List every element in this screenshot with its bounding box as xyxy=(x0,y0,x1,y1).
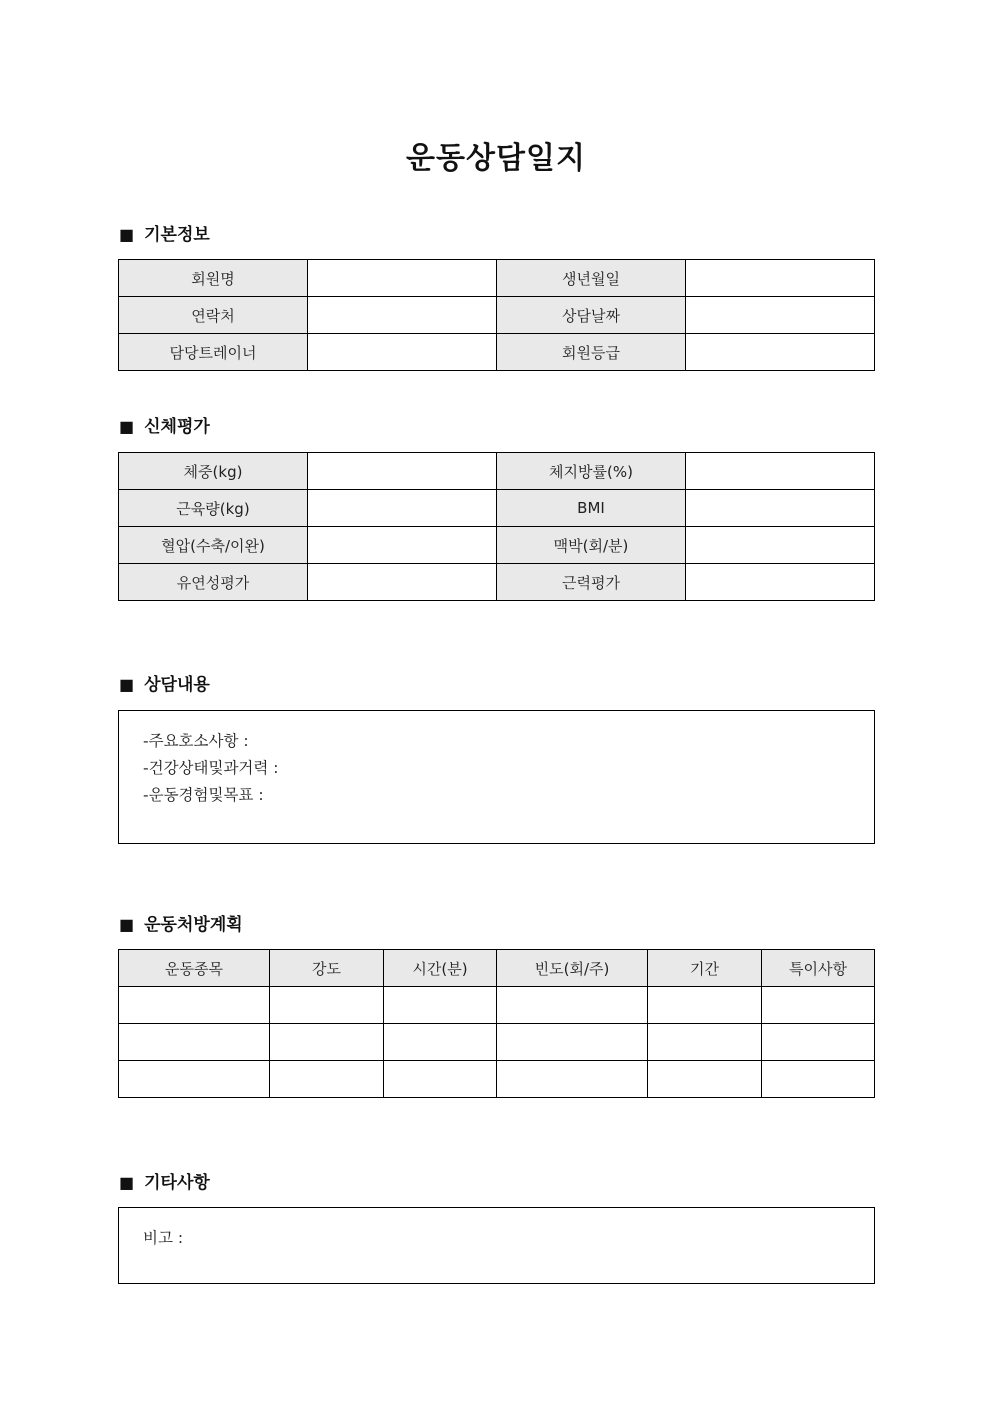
plan-cell[interactable] xyxy=(384,1061,497,1098)
contact-field[interactable] xyxy=(308,297,497,334)
column-header-time: 시간(분) xyxy=(384,950,497,987)
etc-note-line: 비고 : xyxy=(143,1229,184,1247)
section-heading-text: 신체평가 xyxy=(144,417,210,437)
square-bullet-icon: ■ xyxy=(119,225,135,244)
plan-cell[interactable] xyxy=(119,987,270,1024)
pulse-field[interactable] xyxy=(686,527,875,564)
label-body-fat: 체지방률(%) xyxy=(497,453,686,490)
member-grade-field[interactable] xyxy=(686,334,875,371)
label-muscle-mass: 근육량(kg) xyxy=(119,490,308,527)
birth-date-field[interactable] xyxy=(686,260,875,297)
strength-field[interactable] xyxy=(686,564,875,601)
table-row xyxy=(119,564,875,601)
plan-cell[interactable] xyxy=(648,987,762,1024)
blood-pressure-field[interactable] xyxy=(308,527,497,564)
table-row xyxy=(119,1061,875,1098)
section-heading-consult xyxy=(119,673,210,697)
section-heading-body-eval xyxy=(119,415,210,439)
column-header-frequency: 빈도(회/주) xyxy=(497,950,648,987)
plan-cell[interactable] xyxy=(270,1024,384,1061)
label-member-grade: 회원등급 xyxy=(497,334,686,371)
muscle-mass-field[interactable] xyxy=(308,490,497,527)
label-birth-date: 생년월일 xyxy=(497,260,686,297)
column-header-period: 기간 xyxy=(648,950,762,987)
label-strength: 근력평가 xyxy=(497,564,686,601)
section-heading-basic-info xyxy=(119,223,210,247)
plan-cell[interactable] xyxy=(762,987,875,1024)
consult-date-field[interactable] xyxy=(686,297,875,334)
plan-cell[interactable] xyxy=(648,1061,762,1098)
plan-table xyxy=(118,949,875,1098)
plan-cell[interactable] xyxy=(762,1061,875,1098)
plan-cell[interactable] xyxy=(648,1024,762,1061)
label-contact: 연락처 xyxy=(119,297,308,334)
etc-box[interactable] xyxy=(118,1207,875,1284)
consult-line-health-history: -건강상태및과거력 : xyxy=(143,759,279,777)
square-bullet-icon: ■ xyxy=(119,417,135,436)
column-header-notes: 특이사항 xyxy=(762,950,875,987)
column-header-intensity: 강도 xyxy=(270,950,384,987)
label-weight: 체중(kg) xyxy=(119,453,308,490)
section-heading-text: 운동처방계획 xyxy=(144,915,243,935)
label-blood-pressure: 혈압(수축/이완) xyxy=(119,527,308,564)
table-row xyxy=(119,987,875,1024)
bmi-field[interactable] xyxy=(686,490,875,527)
table-row xyxy=(119,334,875,371)
table-row xyxy=(119,453,875,490)
plan-cell[interactable] xyxy=(762,1024,875,1061)
consult-box[interactable] xyxy=(118,710,875,844)
section-heading-etc xyxy=(119,1171,210,1195)
body-fat-field[interactable] xyxy=(686,453,875,490)
member-name-field[interactable] xyxy=(308,260,497,297)
table-row xyxy=(119,260,875,297)
square-bullet-icon: ■ xyxy=(119,675,135,694)
square-bullet-icon: ■ xyxy=(119,1173,135,1192)
page-title: 운동상담일지 xyxy=(406,141,586,176)
label-pulse: 맥박(회/분) xyxy=(497,527,686,564)
flexibility-field[interactable] xyxy=(308,564,497,601)
weight-field[interactable] xyxy=(308,453,497,490)
table-row xyxy=(119,297,875,334)
plan-cell[interactable] xyxy=(497,987,648,1024)
plan-cell[interactable] xyxy=(270,1061,384,1098)
table-row xyxy=(119,527,875,564)
plan-cell[interactable] xyxy=(119,1024,270,1061)
column-header-exercise: 운동종목 xyxy=(119,950,270,987)
plan-cell[interactable] xyxy=(119,1061,270,1098)
plan-cell[interactable] xyxy=(497,1061,648,1098)
basic-info-table xyxy=(118,259,875,371)
plan-cell[interactable] xyxy=(497,1024,648,1061)
section-heading-plan xyxy=(119,913,243,937)
label-consult-date: 상담날짜 xyxy=(497,297,686,334)
plan-cell[interactable] xyxy=(384,987,497,1024)
label-trainer: 담당트레이너 xyxy=(119,334,308,371)
plan-cell[interactable] xyxy=(384,1024,497,1061)
trainer-field[interactable] xyxy=(308,334,497,371)
table-header-row xyxy=(119,950,875,987)
section-heading-text: 상담내용 xyxy=(144,675,210,695)
body-eval-table xyxy=(118,452,875,601)
section-heading-text: 기본정보 xyxy=(144,225,210,245)
consult-line-exercise-goal: -운동경험및목표 : xyxy=(143,786,264,804)
consult-line-main-complaint: -주요호소사항 : xyxy=(143,732,249,750)
square-bullet-icon: ■ xyxy=(119,915,135,934)
label-flexibility: 유연성평가 xyxy=(119,564,308,601)
table-row xyxy=(119,1024,875,1061)
table-row xyxy=(119,490,875,527)
label-bmi: BMI xyxy=(497,490,686,527)
plan-cell[interactable] xyxy=(270,987,384,1024)
section-heading-text: 기타사항 xyxy=(144,1173,210,1193)
label-member-name: 회원명 xyxy=(119,260,308,297)
